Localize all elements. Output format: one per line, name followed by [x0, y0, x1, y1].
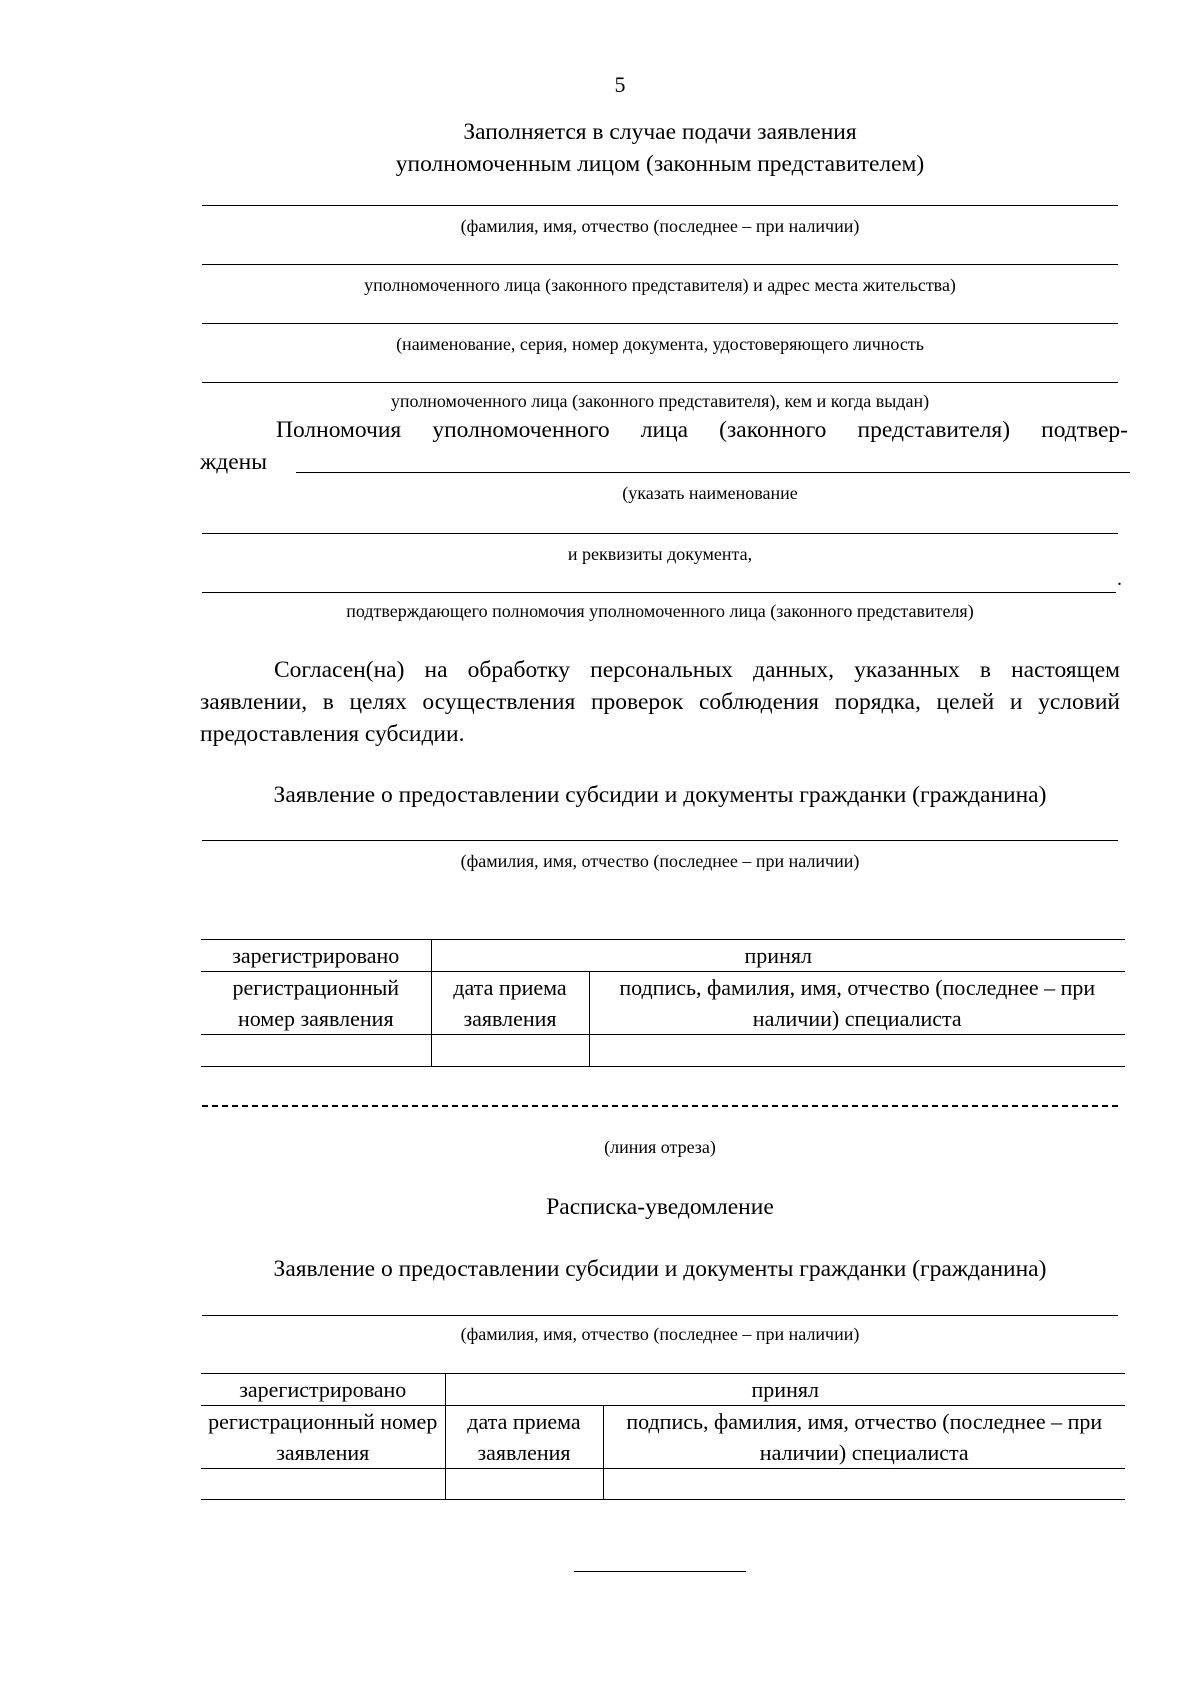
- id-doc-caption: (наименование, серия, номер документа, удостоверяющего личность: [396, 334, 924, 354]
- reg-number-header: регистрационный номер заявления: [232, 975, 400, 1031]
- table-row: [201, 1374, 1125, 1406]
- table-row: [201, 1469, 1125, 1500]
- date-cell[interactable]: [431, 1035, 589, 1067]
- section-header: [200, 116, 1120, 180]
- signature-header: подпись, фамилия, имя, отчество (последнее – при наличии) специалиста: [603, 1406, 1125, 1469]
- signature-header: подпись, фамилия, имя, отчество (последнее – при наличии) специалиста: [589, 972, 1125, 1035]
- statement-title: Заявление о предоставлении субсидии и документы гражданки (гражданина): [273, 782, 1047, 808]
- issued-caption: уполномоченного лица (законного представителя), кем и когда выдан): [390, 391, 930, 411]
- address-blank-line[interactable]: [202, 264, 1118, 265]
- date-header: дата приема заявления: [445, 1406, 603, 1469]
- registration-table: [201, 939, 1125, 1067]
- powers-line-2-prefix: ждены: [200, 449, 267, 475]
- consent-paragraph: Согласен(на) на обработку персональных данных, указанных в настоящем заявлении, в целях осуществления проверок соблюдения порядка, целей и условий предоставления субсидии.: [200, 657, 1120, 747]
- statement-fio-blank-line[interactable]: [202, 840, 1118, 841]
- table-row: [201, 1406, 1125, 1469]
- receipt-fio-caption: (фамилия, имя, отчество (последнее – при наличии): [460, 1324, 860, 1344]
- cut-line-caption: (линия отреза): [604, 1137, 716, 1157]
- header-line-1: Заполняется в случае подачи заявления: [463, 119, 857, 145]
- table-row: [201, 940, 1125, 972]
- page-number: 5: [614, 72, 626, 97]
- reg-number-header: регистрационный номер заявления: [208, 1409, 438, 1465]
- signature-cell[interactable]: [603, 1469, 1125, 1500]
- doc-confirm-blank-line[interactable]: [202, 592, 1116, 593]
- fio-caption: (фамилия, имя, отчество (последнее – при наличии): [460, 216, 860, 236]
- signature-cell[interactable]: [589, 1035, 1125, 1067]
- registered-header: зарегистрировано: [232, 943, 400, 968]
- receipt-fio-blank-line[interactable]: [202, 1315, 1118, 1316]
- receipt-registration-table: [201, 1373, 1125, 1500]
- id-doc-blank-line[interactable]: [202, 323, 1118, 324]
- header-line-2: уполномоченным лицом (законным представителем): [395, 151, 925, 177]
- doc-confirm-caption: подтверждающего полномочия уполномоченного лица (законного представителя): [346, 601, 974, 621]
- doc-name-caption: (указать наименование: [622, 483, 798, 503]
- statement-fio-caption: (фамилия, имя, отчество (последнее – при наличии): [460, 851, 860, 871]
- trailing-dot: .: [1117, 568, 1122, 590]
- footer-rule: [574, 1571, 746, 1572]
- receipt-title: Расписка-уведомление: [546, 1194, 774, 1220]
- cut-line: [202, 1105, 1118, 1107]
- table-row: [201, 1035, 1125, 1067]
- issued-blank-line[interactable]: [202, 382, 1118, 383]
- date-cell[interactable]: [445, 1469, 603, 1500]
- fio-blank-line[interactable]: [202, 205, 1118, 206]
- powers-blank-line[interactable]: [296, 472, 1130, 473]
- table-row: [201, 972, 1125, 1035]
- doc-details-caption: и реквизиты документа,: [567, 544, 753, 564]
- accepted-header: принял: [445, 1374, 1125, 1406]
- date-header: дата приема заявления: [431, 972, 589, 1035]
- powers-line-1: Полномочия уполномоченного лица (законного представителя) подтвер-: [276, 417, 1128, 443]
- reg-number-cell[interactable]: [201, 1035, 431, 1067]
- reg-number-cell[interactable]: [201, 1469, 445, 1500]
- accepted-header: принял: [431, 940, 1125, 972]
- statement-title-2: Заявление о предоставлении субсидии и документы гражданки (гражданина): [273, 1256, 1047, 1282]
- doc-details-blank-line[interactable]: [202, 533, 1118, 534]
- registered-header: зарегистрировано: [239, 1377, 407, 1402]
- address-caption: уполномоченного лица (законного представителя) и адрес места жительства): [364, 275, 956, 295]
